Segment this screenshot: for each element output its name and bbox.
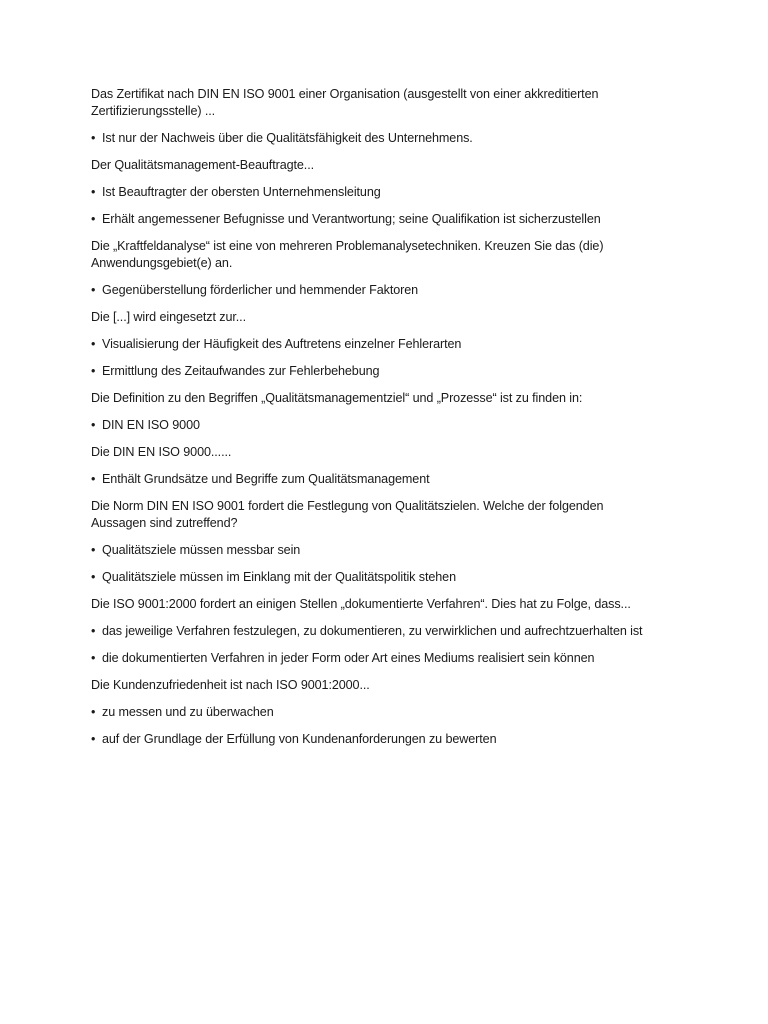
answer-text: Qualitätsziele müssen im Einklang mit der Qualitätspolitik stehen [102, 570, 456, 584]
answer-text: Ist Beauftragter der obersten Unternehmensleitung [102, 185, 381, 199]
bullet-marker: • [91, 212, 96, 226]
answer-text: zu messen und zu überwachen [102, 705, 274, 719]
document-body [91, 86, 691, 758]
answer-bullet-item [91, 569, 691, 586]
question-text: Der Qualitätsmanagement-Beauftragte... [91, 158, 315, 172]
question-text: Die Norm DIN EN ISO 9001 fordert die Festlegung von Qualitätszielen. Welche der folgenden Aussagen sind zutreffend? [91, 499, 604, 530]
bullet-marker: • [91, 283, 96, 297]
answer-bullet-item [91, 417, 691, 434]
answer-text: Enthält Grundsätze und Begriffe zum Qualitätsmanagement [102, 472, 430, 486]
answer-bullet-item [91, 471, 691, 488]
bullet-marker: • [91, 131, 96, 145]
bullet-marker: • [91, 651, 96, 665]
answer-bullet-item [91, 130, 691, 147]
bullet-marker: • [91, 705, 96, 719]
answer-text: DIN EN ISO 9000 [102, 418, 200, 432]
answer-text: die dokumentierten Verfahren in jeder Form oder Art eines Mediums realisiert sein können [102, 651, 595, 665]
answer-text: Erhält angemessener Befugnisse und Verantwortung; seine Qualifikation ist sicherzustellen [102, 212, 601, 226]
answer-bullet-item [91, 623, 691, 640]
answer-bullet-item [91, 363, 691, 380]
question-text: Die Kundenzufriedenheit ist nach ISO 9001:2000... [91, 678, 370, 692]
bullet-marker: • [91, 732, 96, 746]
answer-bullet-item [91, 650, 691, 667]
answer-bullet-item [91, 282, 691, 299]
answer-bullet-item [91, 184, 691, 201]
answer-text: Ermittlung des Zeitaufwandes zur Fehlerbehebung [102, 364, 380, 378]
question-text: Die DIN EN ISO 9000...... [91, 445, 232, 459]
bullet-marker: • [91, 570, 96, 584]
answer-bullet-item [91, 336, 691, 353]
bullet-marker: • [91, 543, 96, 557]
question-text: Die ISO 9001:2000 fordert an einigen Stellen „dokumentierte Verfahren“. Dies hat zu Folge, dass... [91, 597, 631, 611]
bullet-marker: • [91, 337, 96, 351]
answer-bullet-item [91, 542, 691, 559]
answer-text: Ist nur der Nachweis über die Qualitätsfähigkeit des Unternehmens. [102, 131, 473, 145]
answer-text: auf der Grundlage der Erfüllung von Kundenanforderungen zu bewerten [102, 732, 497, 746]
answer-text: das jeweilige Verfahren festzulegen, zu dokumentieren, zu verwirklichen und aufrechtzuerhalten ist [102, 624, 643, 638]
question-text: Das Zertifikat nach DIN EN ISO 9001 einer Organisation (ausgestellt von einer akkreditierten Zertifizierungsstelle) ... [91, 87, 599, 118]
bullet-marker: • [91, 624, 96, 638]
question-text: Die [...] wird eingesetzt zur... [91, 310, 246, 324]
answer-bullet-item [91, 211, 691, 228]
answer-text: Gegenüberstellung förderlicher und hemmender Faktoren [102, 283, 419, 297]
question-text: Die Definition zu den Begriffen „Qualitätsmanagementziel“ und „Prozesse“ ist zu finden in: [91, 391, 583, 405]
answer-bullet-item [91, 704, 691, 721]
bullet-marker: • [91, 185, 96, 199]
answer-bullet-item [91, 731, 691, 748]
bullet-marker: • [91, 418, 96, 432]
question-text: Die „Kraftfeldanalyse“ ist eine von mehreren Problemanalysetechniken. Kreuzen Sie das (die) Anwendungsgebiet(e) an. [91, 239, 604, 270]
bullet-marker: • [91, 364, 96, 378]
answer-text: Qualitätsziele müssen messbar sein [102, 543, 301, 557]
answer-text: Visualisierung der Häufigkeit des Auftretens einzelner Fehlerarten [102, 337, 462, 351]
bullet-marker: • [91, 472, 96, 486]
